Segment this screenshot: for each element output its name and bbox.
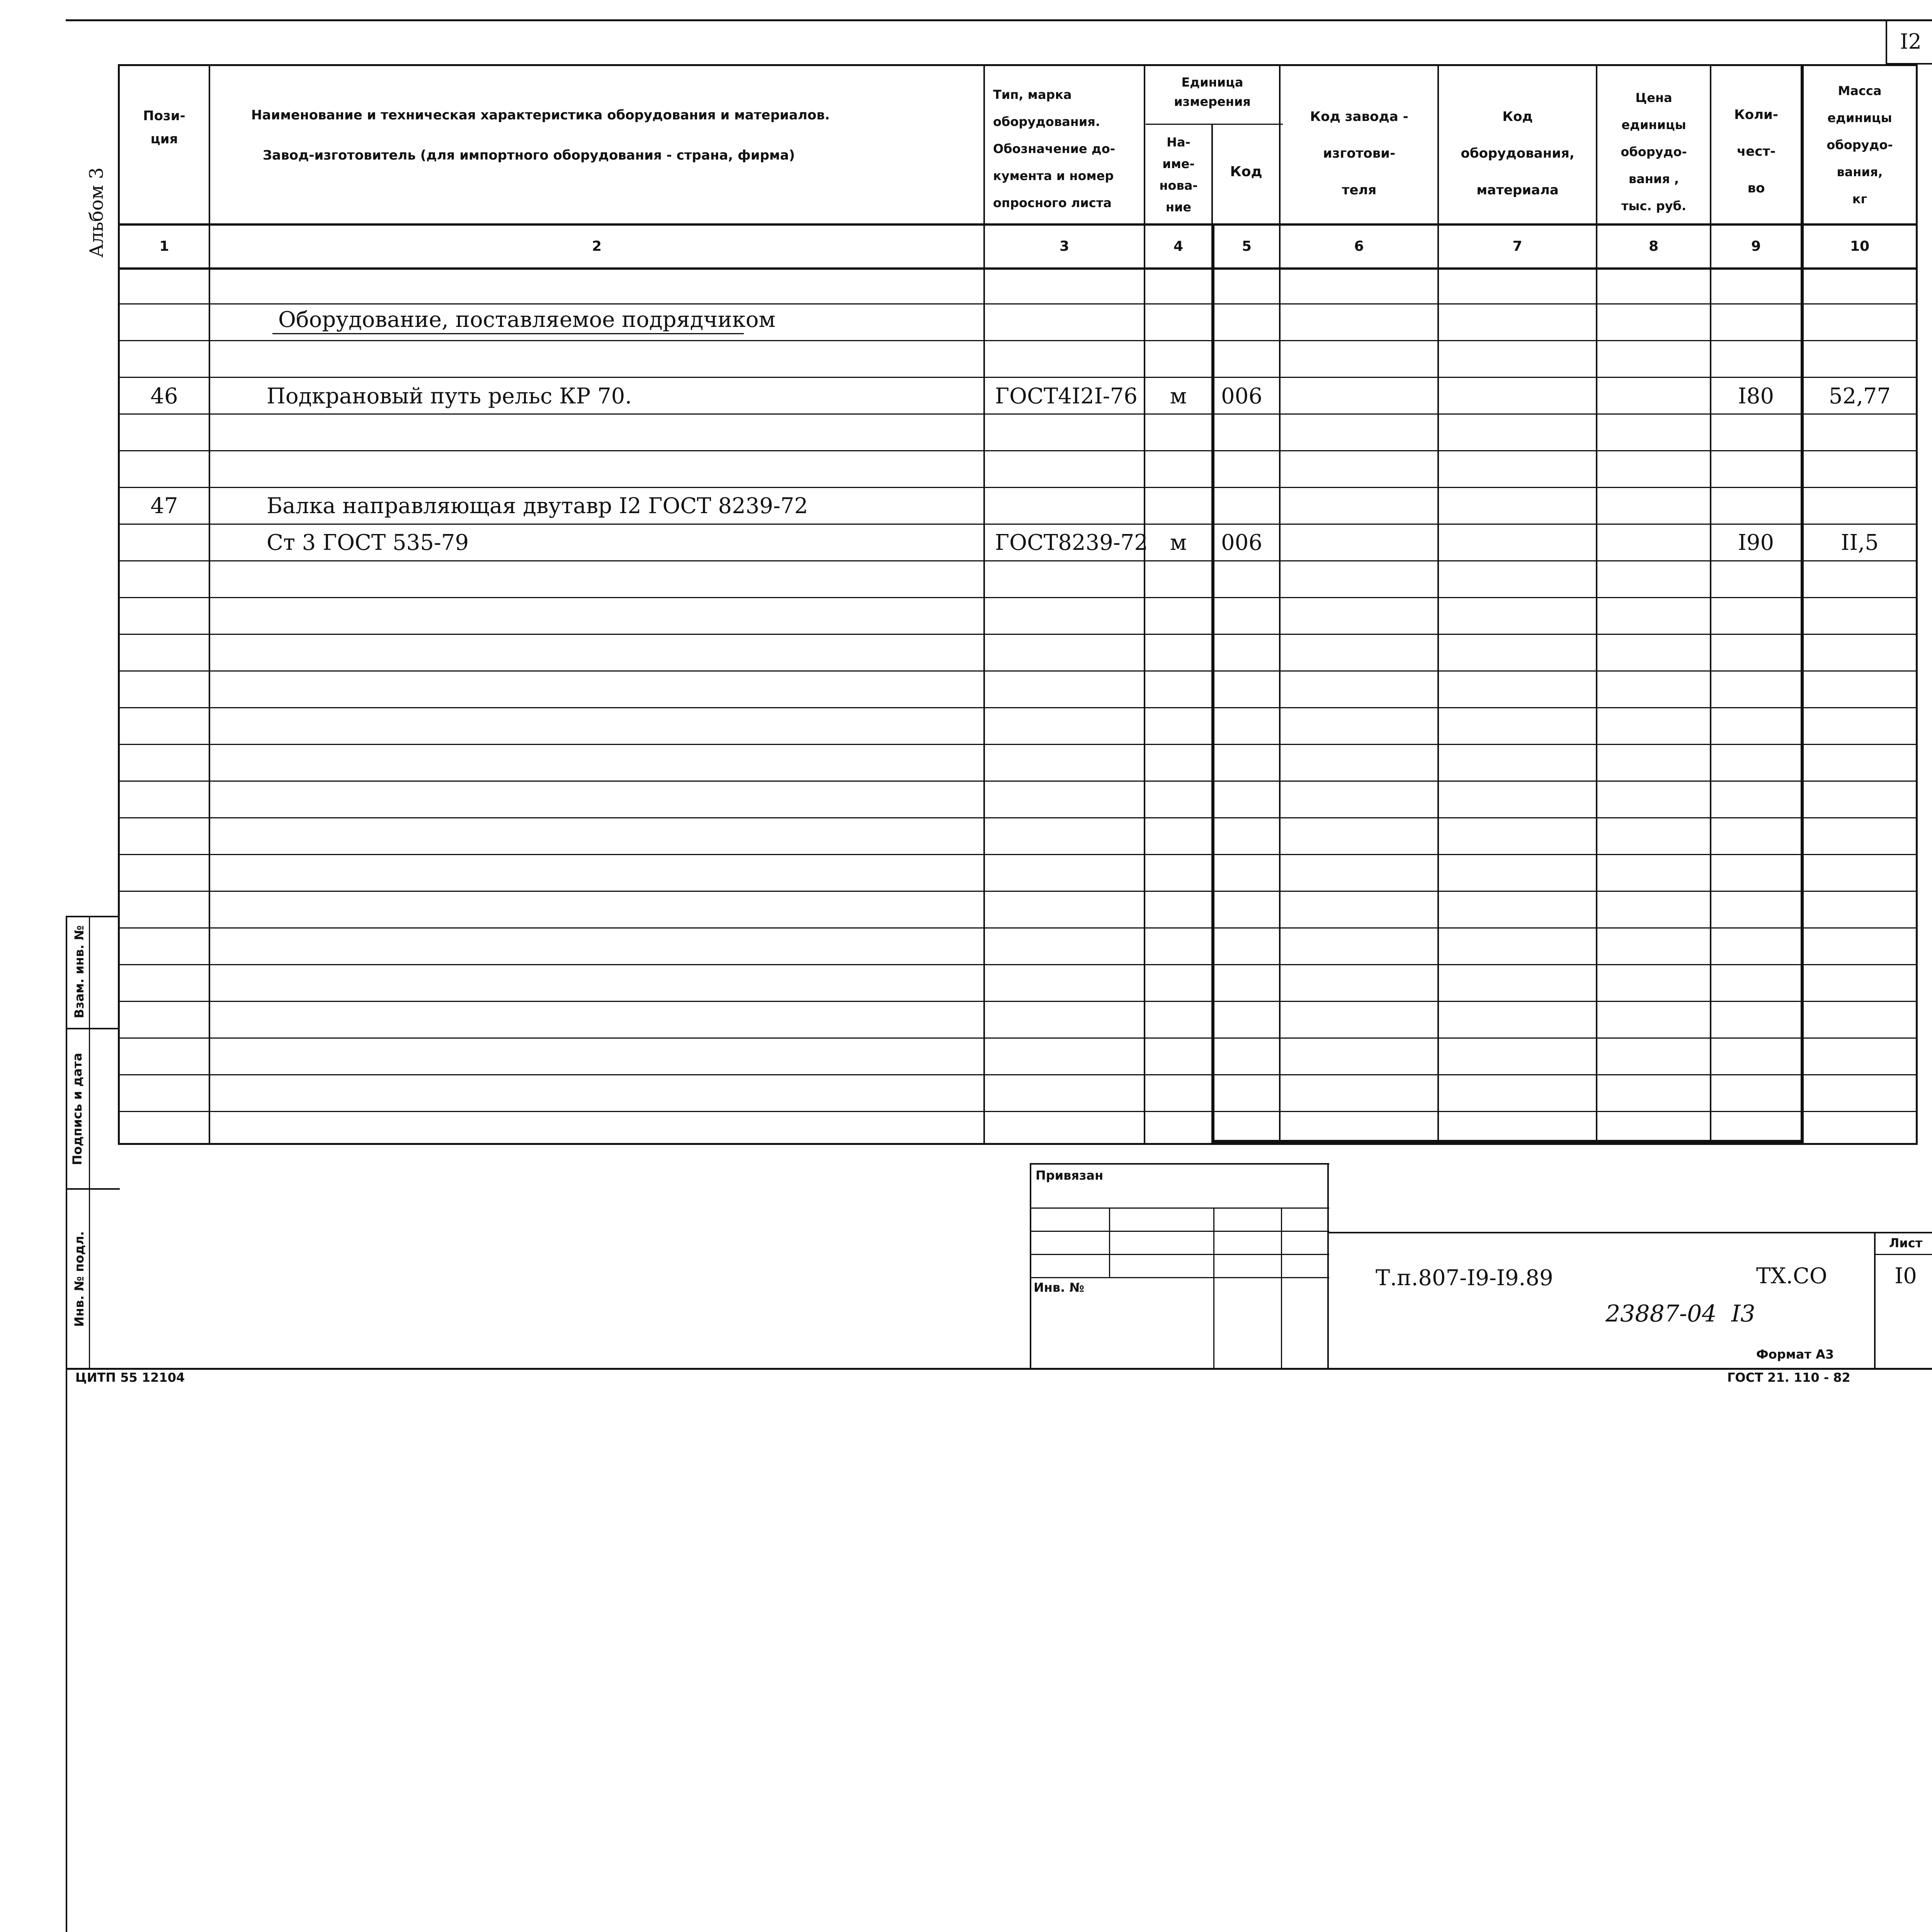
grid-line (1874, 1254, 1932, 1255)
header-unit-mass: Масса единицы оборудо- вания, кг (1827, 83, 1893, 206)
side-label-vzam-inv: Взам. инв. № (72, 925, 87, 1019)
table-row-pos: 47 (150, 493, 178, 519)
grid-line (118, 340, 1918, 341)
grid-line (1213, 1208, 1214, 1370)
privyazan-box-top (1030, 1163, 1329, 1165)
grid-line (1030, 1208, 1329, 1209)
grid-line (1801, 64, 1804, 1144)
table-row-name: Балка направляющая двутавр I2 ГОСТ 8239-72 (267, 493, 808, 519)
grid-line (118, 854, 1918, 855)
col-number-9: 9 (1751, 238, 1761, 254)
grid-line (1030, 1231, 1329, 1232)
table-row-name: Подкрановый путь рельс КР 70. (267, 384, 632, 409)
col-number-8: 8 (1648, 238, 1659, 254)
grid-line (1327, 1163, 1329, 1370)
frame-top (66, 19, 1932, 21)
grid-line (1146, 124, 1283, 125)
footer-left-code: ЦИТП 55 12104 (75, 1370, 185, 1385)
grid-line (118, 1111, 1918, 1112)
header-unit-price: Цена единицы оборудо- вания , тыс. руб. (1621, 90, 1687, 213)
table-row-name: Ст 3 ГОСТ 535-79 (267, 530, 469, 555)
list-label: Лист (1889, 1236, 1923, 1250)
table-top (118, 64, 1918, 66)
grid-line (118, 1037, 1918, 1039)
grid-line (1109, 1208, 1110, 1277)
table-row-unit: м (1170, 384, 1187, 409)
col-number-4: 4 (1173, 238, 1184, 254)
privyazan-label: Привязан (1036, 1168, 1104, 1183)
grid-line (1030, 1254, 1329, 1255)
grid-line (1211, 1140, 1804, 1143)
grid-line (118, 964, 1918, 965)
grid-line (1281, 1208, 1282, 1370)
side-label-podpis-data: Подпись и дата (70, 1053, 85, 1165)
table-row-pos: 46 (150, 384, 178, 409)
grid-line (66, 1188, 120, 1190)
col-number-5: 5 (1242, 238, 1252, 254)
footer-format: Формат А3 (1756, 1347, 1834, 1362)
header-factory-code: Код завода - изготови- теля (1310, 109, 1408, 198)
col-number-1: 1 (159, 238, 169, 254)
header-unit-code: Код (1230, 164, 1262, 180)
inv-no-label: Инв. № (1034, 1280, 1084, 1295)
sheet-corner-number: I2 (1900, 29, 1922, 54)
document-code: Т.п.807-I9-I9.89 (1376, 1265, 1553, 1291)
grid-line (1916, 64, 1918, 1144)
handwritten-number: 23887-04 I3 (1605, 1300, 1755, 1327)
table-row-doc: ГОСТ4I2I-76 (995, 384, 1138, 409)
grid-line (1211, 224, 1214, 1144)
grid-line (118, 1074, 1918, 1075)
grid-line (118, 781, 1918, 782)
footer-gost: ГОСТ 21. 110 - 82 (1727, 1370, 1850, 1385)
col-number-2: 2 (592, 238, 602, 254)
grid-line (118, 891, 1918, 892)
grid-line (118, 670, 1918, 672)
grid-line (1030, 1163, 1031, 1370)
album-label: Альбом 3 (86, 167, 107, 258)
grid-line (118, 744, 1918, 745)
header-position: Пози- ция (143, 108, 185, 147)
section-title-underline (272, 333, 744, 334)
frame-bottom (66, 1368, 1932, 1370)
grid-line (118, 1001, 1918, 1002)
table-row-mass: II,5 (1841, 530, 1879, 555)
grid-line (66, 1028, 120, 1029)
grid-line (118, 634, 1918, 635)
table-row-code: 006 (1221, 530, 1262, 555)
grid-line (118, 927, 1918, 929)
list-number: I0 (1895, 1264, 1917, 1289)
grid-line (118, 707, 1918, 708)
col-number-10: 10 (1850, 238, 1870, 254)
header-equipment-code: Код оборудования, материала (1461, 109, 1575, 198)
side-label-inv-podl: Инв. № подл. (72, 1231, 87, 1327)
header-name-line1: Наименование и техническая характеристика оборудования и материалов. (251, 107, 830, 123)
table-row-qty: I80 (1738, 384, 1774, 409)
grid-line (1211, 124, 1213, 224)
table-row-code: 006 (1221, 384, 1262, 409)
table-row-mass: 52,77 (1828, 384, 1891, 409)
header-name-line2: Завод-изготовитель (для импортного оборудования - страна, фирма) (263, 148, 795, 163)
grid-line (118, 450, 1918, 451)
grid-line (89, 916, 90, 1370)
col-number-7: 7 (1512, 238, 1522, 254)
side-stamp-left (66, 916, 67, 1932)
section-title: Оборудование, поставляемое подрядчиком (278, 307, 776, 332)
table-row-doc: ГОСТ8239-72 (995, 530, 1148, 555)
col-number-6: 6 (1354, 238, 1364, 254)
table-row-unit: м (1170, 530, 1187, 555)
grid-line (1327, 1232, 1932, 1233)
header-type-doc: Тип, марка оборудования. Обозначение до- кумента и номер опросного листа (993, 87, 1115, 210)
grid-line (118, 817, 1918, 818)
header-unit-group: Единица измерения (1174, 75, 1251, 109)
table-row-qty: I90 (1738, 530, 1774, 555)
col-number-3: 3 (1059, 238, 1070, 254)
header-quantity: Коли- чест- во (1734, 107, 1778, 196)
grid-line (118, 597, 1918, 598)
header-unit-name: На- име- нова- ние (1159, 135, 1198, 214)
document-mark: ТХ.СО (1756, 1264, 1827, 1289)
table-bottom (118, 1143, 1918, 1145)
